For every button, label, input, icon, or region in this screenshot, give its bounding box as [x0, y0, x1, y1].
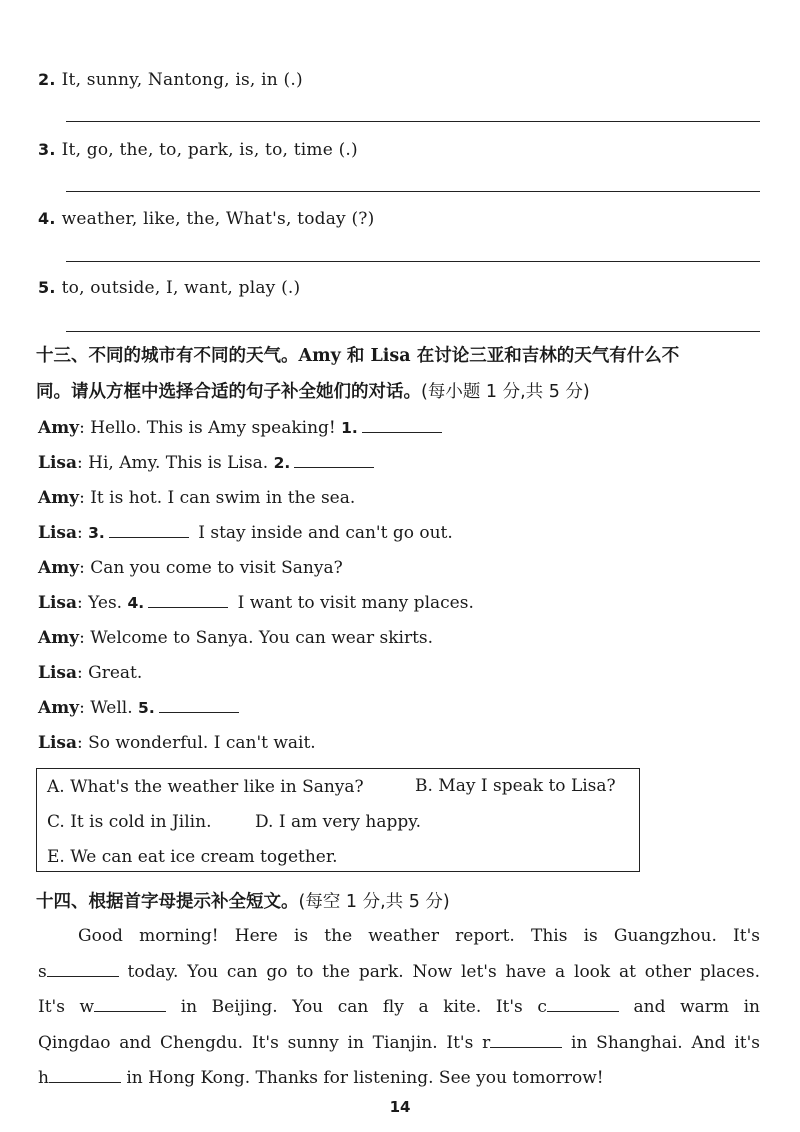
speaker: Lisa [38, 523, 77, 543]
answer-line-3[interactable] [66, 191, 760, 192]
separator: : [79, 418, 85, 438]
passage-text: today. You can go to the park. Now let's have a look at other places. [118, 961, 760, 982]
reorder-item-2 [38, 70, 303, 90]
utterance: Can you come to visit Sanya? [90, 558, 343, 578]
section-14-heading [36, 884, 766, 920]
answer-line-4[interactable] [66, 261, 760, 262]
speaker: Lisa [38, 593, 77, 613]
answer-blank-1[interactable] [362, 418, 442, 433]
option-b: B. May I speak to Lisa? [415, 776, 616, 796]
dialog-line-4 [38, 523, 453, 543]
name-amy: Amy [298, 346, 341, 366]
dialog-line-9 [38, 698, 243, 718]
blank-number: 3. [88, 524, 105, 542]
item-words: It, sunny, Nantong, is, in (.) [61, 70, 303, 90]
passage-text: It's w [38, 997, 95, 1017]
separator: : [77, 453, 83, 473]
blank-number: 2. [273, 454, 291, 472]
speaker: Lisa [38, 663, 77, 683]
speaker: Amy [38, 418, 80, 438]
speaker: Amy [38, 698, 80, 718]
separator: : [79, 628, 85, 648]
passage-text: in Shanghai. And it's [562, 1032, 760, 1053]
dialog-line-6 [38, 593, 474, 613]
item-words: It, go, the, to, park, is, to, time (.) [61, 140, 358, 160]
section-13-instruction: 同。请从方框中选择合适的句子补全她们的对话。 [36, 382, 421, 402]
utterance: Hello. This is Amy speaking! [90, 418, 342, 438]
section-13-line-2 [36, 374, 766, 410]
item-words: to, outside, I, want, play (.) [61, 278, 301, 298]
passage-row-5 [38, 1061, 760, 1097]
section-14-score: (每空 1 分,共 5 分) [298, 892, 450, 912]
weather-report-passage [38, 919, 760, 1097]
item-number: 5. [38, 278, 56, 297]
section-13-line-1 [36, 338, 766, 374]
passage-blank-c[interactable] [547, 997, 619, 1012]
section-13-heading [36, 338, 766, 410]
utterance: Great. [88, 663, 143, 683]
dialog-line-1 [38, 418, 446, 438]
separator: : [77, 733, 83, 753]
passage-row-2 [38, 955, 760, 991]
answer-blank-5[interactable] [159, 698, 239, 713]
passage-text: h [38, 1068, 49, 1088]
passage-row-3 [38, 990, 760, 1026]
blank-number: 5. [138, 699, 155, 717]
reorder-item-4 [38, 209, 374, 229]
section-13-label: 十三、不同的城市有不同的天气。 [36, 346, 299, 366]
dialog-line-3 [38, 488, 355, 508]
reorder-item-5 [38, 278, 300, 298]
dialog-line-5 [38, 558, 343, 578]
passage-blank-s[interactable] [47, 962, 119, 977]
reorder-item-3 [38, 140, 358, 160]
utterance: Welcome to Sanya. You can wear skirts. [90, 628, 434, 648]
section-14-label: 十四、根据首字母提示补全短文。 [36, 892, 299, 912]
option-d: D. I am very happy. [255, 812, 422, 832]
speaker: Lisa [38, 733, 77, 753]
option-e: E. We can eat ice cream together. [47, 847, 338, 867]
conjunction: 和 [340, 346, 371, 366]
answer-blank-4[interactable] [148, 593, 228, 608]
passage-text: in Hong Kong. Thanks for listening. See you tomorrow! [120, 1068, 604, 1088]
utterance: It is hot. I can swim in the sea. [90, 488, 356, 508]
speaker: Lisa [38, 453, 77, 473]
speaker: Amy [38, 628, 80, 648]
utterance-after: I want to visit many places. [232, 593, 474, 613]
passage-text: Qingdao and Chengdu. It's sunny in Tianjin. It's r [38, 1032, 491, 1053]
dialog-line-10 [38, 733, 316, 753]
separator: : [79, 698, 85, 718]
separator: : [79, 558, 85, 578]
utterance: Well. [90, 698, 139, 718]
options-box [36, 768, 640, 872]
blank-number: 4. [127, 594, 145, 612]
utterance: Hi, Amy. This is Lisa. [88, 453, 274, 473]
dialog-line-7 [38, 628, 433, 648]
item-number: 2. [38, 70, 56, 89]
separator: : [79, 488, 85, 508]
section-13-score: (每小题 1 分,共 5 分) [421, 382, 590, 402]
separator: : [77, 593, 83, 613]
passage-row-1 [38, 919, 760, 955]
passage-row-4 [38, 1026, 760, 1062]
passage-text: Good morning! Here is the weather report. This is Guangzhou. It's [78, 926, 760, 946]
passage-text: s [38, 961, 47, 982]
passage-text: in Beijing. You can fly a kite. It's c [166, 997, 547, 1017]
separator: : [77, 523, 83, 543]
blank-number: 1. [341, 419, 358, 437]
dialog-line-2 [38, 453, 378, 473]
passage-blank-w[interactable] [94, 997, 166, 1012]
separator: : [77, 663, 83, 683]
utterance: I stay inside and can't go out. [192, 523, 453, 543]
utterance: Yes. [88, 593, 128, 613]
utterance: So wonderful. I can't wait. [88, 733, 316, 753]
item-words: weather, like, the, What's, today (?) [61, 209, 375, 229]
section-13-rest: 在讨论三亚和吉林的天气有什么不 [410, 346, 680, 366]
option-a: A. What's the weather like in Sanya? [47, 777, 364, 797]
item-number: 3. [38, 140, 56, 159]
answer-line-2[interactable] [66, 121, 760, 122]
passage-blank-h[interactable] [49, 1068, 121, 1083]
dialog-line-8 [38, 663, 142, 683]
speaker: Amy [38, 488, 80, 508]
answer-blank-2[interactable] [294, 453, 374, 468]
answer-blank-3[interactable] [109, 523, 189, 538]
passage-blank-r[interactable] [490, 1033, 562, 1048]
page-number: 14 [389, 1098, 411, 1116]
speaker: Amy [38, 558, 80, 578]
name-lisa: Lisa [370, 346, 411, 366]
item-number: 4. [38, 209, 56, 228]
answer-line-5[interactable] [66, 331, 760, 332]
passage-text: and warm in [618, 997, 760, 1017]
option-c: C. It is cold in Jilin. [47, 812, 212, 832]
